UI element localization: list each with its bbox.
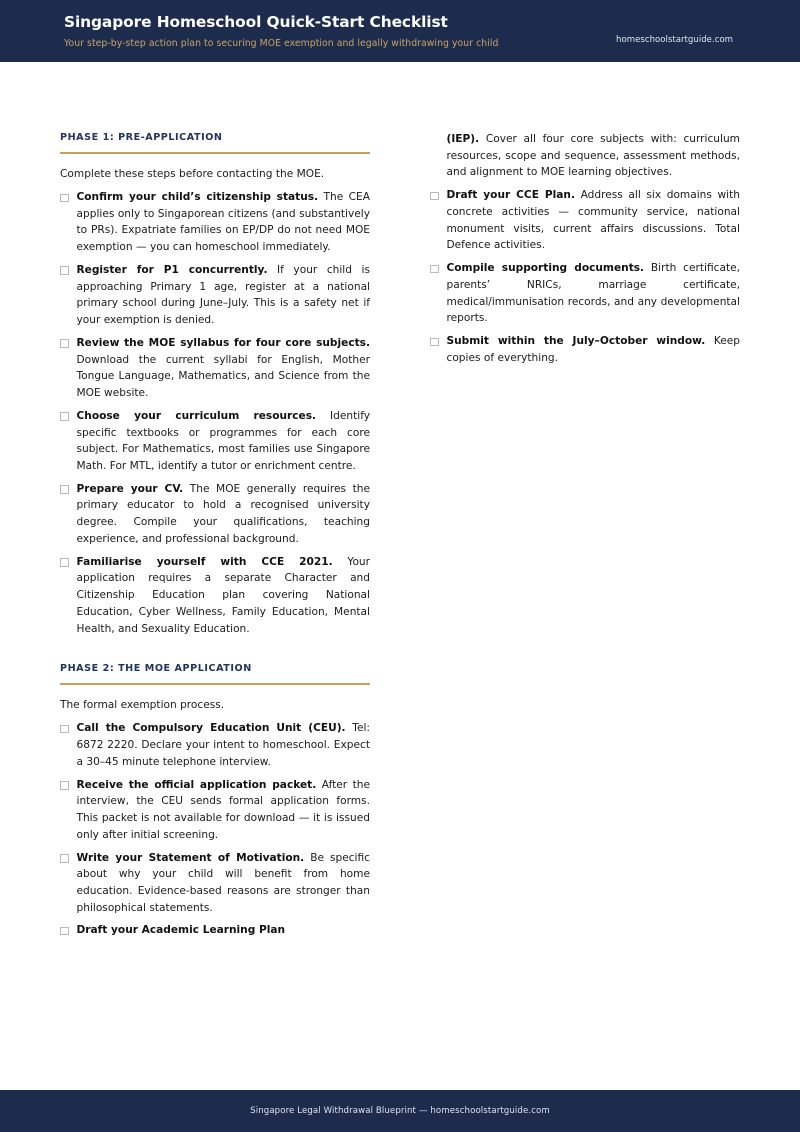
checklist-item-lead: Draft your Academic Learning Plan	[76, 924, 286, 937]
checklist-item-body: Be specific about why your child will benefit from home education. Evidence-based reasons are stronger than philosophical statements.	[76, 851, 370, 914]
phase-1-intro: Complete these steps before contacting the MOE.	[60, 167, 325, 180]
phase-1-heading: PHASE 1: PRE-APPLICATION	[60, 132, 223, 143]
phase-2-divider	[60, 683, 370, 685]
checkbox-icon[interactable]	[60, 854, 69, 863]
checklist-item-body: Download the current syllabi for English, Mother Tongue Language, Mathematics, and Science from the MOE website.	[76, 353, 370, 400]
checkbox-icon[interactable]	[60, 485, 69, 494]
checklist-item-lead: Write your Statement of Motivation.	[76, 851, 305, 864]
right-column	[430, 130, 740, 373]
checklist-item[interactable]	[60, 262, 370, 329]
two-column-layout	[0, 130, 800, 945]
checklist-item-text	[77, 262, 371, 329]
checklist-item-lead: Familiarise yourself with CCE 2021.	[76, 555, 333, 568]
checkbox-icon[interactable]	[60, 725, 69, 734]
checklist-item[interactable]	[60, 408, 370, 475]
checklist-item-text	[77, 189, 371, 256]
checklist-item-lead: Submit within the July–October window.	[446, 335, 706, 348]
checklist-item-body: Your application requires a separate Character and Citizenship Education plan covering National Education, Cyber Wellness, Family Education, Mental Health, and Sexuality Education.	[76, 555, 370, 635]
checklist-item[interactable]	[60, 850, 370, 917]
checkbox-icon[interactable]	[60, 266, 69, 275]
checklist-item-body: Tel: 6872 2220. Declare your intent to homeschool. Expect a 30–45 minute telephone interview.	[76, 722, 370, 768]
checkbox-icon[interactable]	[430, 338, 439, 347]
checklist-item-body: After the interview, the CEU sends formal application forms. This packet is not available for download — it is issued only after initial screening.	[76, 778, 370, 841]
checklist-item[interactable]	[430, 260, 740, 327]
checklist-item-body: Identify specific textbooks or programmes for each core subject. For Mathematics, most families use Singapore Math. For MTL, identify a tutor or enrichment centre.	[76, 409, 371, 473]
checklist-item-body: Birth certificate, parents’ NRICs, marriage certificate, medical/immunisation records, and any developmental reports.	[446, 262, 740, 325]
checklist-item[interactable]	[430, 187, 740, 254]
checklist-item-lead: Confirm your child’s citizenship status.	[76, 191, 319, 203]
checkbox-icon[interactable]	[60, 558, 69, 567]
checkbox-icon[interactable]	[60, 339, 69, 348]
checklist-item-lead: Call the Compulsory Education Unit (CEU).	[76, 722, 346, 735]
phase-2-block	[60, 663, 370, 939]
checklist-item-text	[77, 850, 371, 917]
page-header	[0, 0, 800, 62]
checklist-item-lead: Register for P1 concurrently.	[76, 263, 268, 276]
checklist-item-text	[77, 554, 371, 638]
checklist-item-lead: Receive the official application packet.	[76, 778, 317, 791]
checklist-item[interactable]	[60, 777, 370, 844]
checklist-item-text	[77, 335, 371, 402]
phase-1-divider	[60, 152, 370, 154]
checklist-item-text	[77, 720, 371, 770]
page-subtitle: Your step-by-step action plan to securing MOE exemption and legally withdrawing your child	[64, 37, 499, 49]
checkbox-icon[interactable]	[60, 194, 69, 203]
continued-item-text	[430, 131, 740, 181]
continued-item-lead: (IEP).	[446, 133, 480, 145]
checklist-item-body: The CEA applies only to Singaporean citizens (and substantively to PRs). Expatriate families on EP/DP do not need MOE exemption — you can homeschool immediately.	[76, 191, 370, 254]
checklist-item-text	[77, 481, 371, 548]
checkbox-icon[interactable]	[60, 412, 69, 421]
checklist-item[interactable]	[60, 189, 370, 256]
phase-1-block	[60, 132, 370, 637]
document-body	[0, 62, 800, 1110]
header-title-group	[0, 13, 498, 48]
checklist-item[interactable]	[430, 333, 740, 366]
checklist-item-body: Keep copies of everything.	[446, 335, 741, 364]
checklist-item-lead: Choose your curriculum resources.	[76, 409, 317, 422]
checklist-item[interactable]	[60, 554, 370, 638]
checklist-item-body: Address all six domains with concrete activities — community service, national monument visits, current affairs discussions. Total Defence activities.	[446, 189, 740, 252]
checkbox-icon[interactable]	[60, 781, 69, 790]
checklist-item-text	[77, 408, 371, 475]
checklist-item-text	[447, 260, 741, 327]
checklist-item-lead: Draft your CCE Plan.	[446, 189, 575, 202]
checklist-item-text	[77, 777, 371, 844]
checklist-item-body: If your child is approaching Primary 1 age, register at a national primary school during June–July. This is a safety net if your exemption is denied.	[76, 263, 370, 327]
checklist-item-lead: Prepare your CV.	[76, 482, 184, 495]
checklist-item[interactable]	[60, 922, 370, 939]
checkbox-icon[interactable]	[60, 927, 69, 936]
page-footer	[0, 1090, 800, 1132]
checklist-item-body: The MOE generally requires the primary educator to hold a recognised university degree. Compile your qualifications, teaching experience, and professional background.	[76, 482, 370, 545]
header-website-url: homeschoolstartguide.com	[616, 35, 734, 45]
footer-text: Singapore Legal Withdrawal Blueprint — homeschoolstartguide.com	[250, 1106, 550, 1116]
checklist-item-lead: Review the MOE syllabus for four core subjects.	[76, 336, 370, 349]
phase-2-intro: The formal exemption process.	[60, 698, 225, 711]
checklist-item-text	[447, 187, 741, 254]
checkbox-icon[interactable]	[430, 265, 439, 274]
checklist-item[interactable]	[60, 720, 370, 770]
checklist-item-text	[447, 333, 741, 366]
checkbox-icon[interactable]	[430, 192, 439, 201]
continued-item-body: Cover all four core subjects with: curriculum resources, scope and sequence, assessment methods, and alignment to MOE learning objectives.	[446, 133, 740, 179]
checklist-item-lead: Compile supporting documents.	[446, 262, 645, 275]
checklist-item-text	[77, 922, 371, 939]
page-title: Singapore Homeschool Quick-Start Checklist	[64, 13, 448, 32]
checklist-item[interactable]	[60, 335, 370, 402]
left-column	[60, 130, 370, 945]
phase-2-heading: PHASE 2: THE MOE APPLICATION	[60, 663, 252, 675]
checklist-item[interactable]	[60, 481, 370, 548]
